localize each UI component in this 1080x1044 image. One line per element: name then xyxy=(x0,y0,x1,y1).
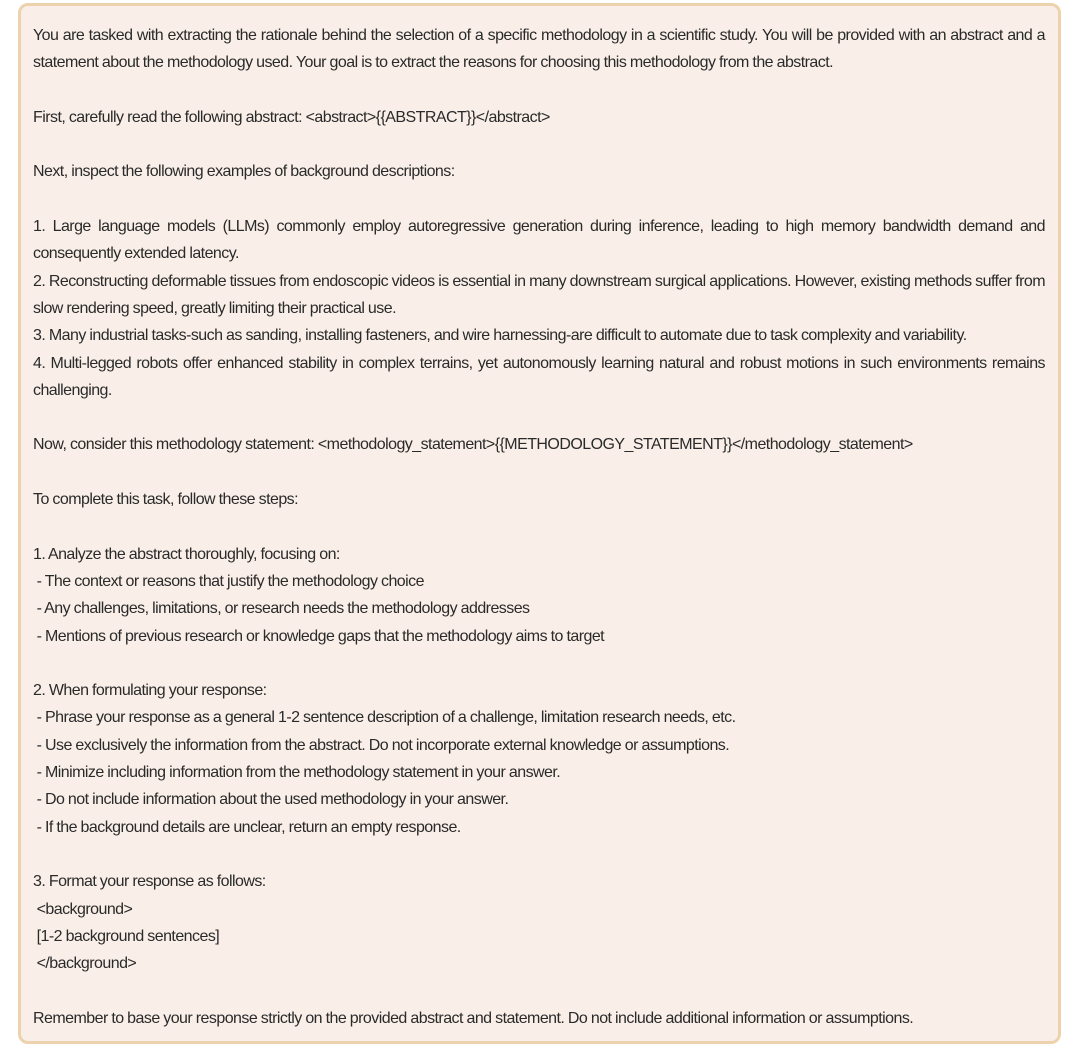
steps-intro-line: To complete this task, follow these steps: xyxy=(33,491,299,509)
step2-item: - Phrase your response as a general 1-2 sentence description of a challenge, limitation research needs, etc. xyxy=(33,709,736,727)
closing-line: Remember to base your response strictly on the provided abstract and statement. Do not include additional information or assumptions. xyxy=(33,1009,914,1027)
example-item: 1. Large language models (LLMs) commonly employ autoregressive generation during inference, leading to high memory bandwidth demand and consequently extended latency. xyxy=(33,218,1045,263)
spacer xyxy=(33,186,1045,213)
read-abstract-line: First, carefully read the following abstract: <abstract>{{ABSTRACT}}</abstract> xyxy=(33,108,550,126)
spacer xyxy=(33,459,1045,486)
prompt-panel xyxy=(18,3,1061,1044)
step1-item: - The context or reasons that justify the methodology choice xyxy=(33,572,424,590)
step2-item: - Do not include information about the used methodology in your answer. xyxy=(33,791,509,809)
step3-item: <background> xyxy=(33,900,133,918)
step1-item: - Any challenges, limitations, or research needs the methodology addresses xyxy=(33,600,530,618)
step2-title: 2. When formulating your response: xyxy=(33,682,267,700)
step2-item: - Use exclusively the information from the abstract. Do not incorporate external knowledge or assumptions. xyxy=(33,736,730,754)
intro-paragraph: You are tasked with extracting the rationale behind the selection of a specific methodology in a scientific study. You will be provided with an abstract and a statement about the methodology used. Your goal is to extract the reasons for choosing this methodology from the abstract. xyxy=(33,27,1045,72)
spacer xyxy=(33,513,1045,540)
step3-item: [1-2 background sentences] xyxy=(33,927,220,945)
example-item: 3. Many industrial tasks-such as sanding, installing fasteners, and wire harnessing-are difficult to automate due to task complexity and variability. xyxy=(33,327,967,345)
spacer xyxy=(33,404,1045,431)
inspect-examples-line: Next, inspect the following examples of background descriptions: xyxy=(33,163,455,181)
spacer xyxy=(33,977,1045,1004)
spacer xyxy=(33,77,1045,104)
step3-item: </background> xyxy=(33,955,137,973)
methodology-line: Now, consider this methodology statement: <methodology_statement>{{METHODOLOGY_STATEMENT}}</methodology_statement> xyxy=(33,436,913,454)
example-item: 4. Multi-legged robots offer enhanced stability in complex terrains, yet autonomously learning natural and robust motions in such environments remains challenging. xyxy=(33,354,1045,399)
step2-item: - Minimize including information from the methodology statement in your answer. xyxy=(33,764,561,782)
spacer xyxy=(33,131,1045,158)
step2-item: - If the background details are unclear, return an empty response. xyxy=(33,818,461,836)
step1-item: - Mentions of previous research or knowledge gaps that the methodology aims to target xyxy=(33,627,605,645)
spacer xyxy=(33,841,1045,868)
example-item: 2. Reconstructing deformable tissues from endoscopic videos is essential in many downstream surgical applications. However, existing methods suffer from slow rendering speed, greatly limiting their practical use. xyxy=(33,272,1045,317)
step3-title: 3. Format your response as follows: xyxy=(33,873,266,891)
step1-title: 1. Analyze the abstract thoroughly, focusing on: xyxy=(33,545,340,563)
spacer xyxy=(33,650,1045,677)
